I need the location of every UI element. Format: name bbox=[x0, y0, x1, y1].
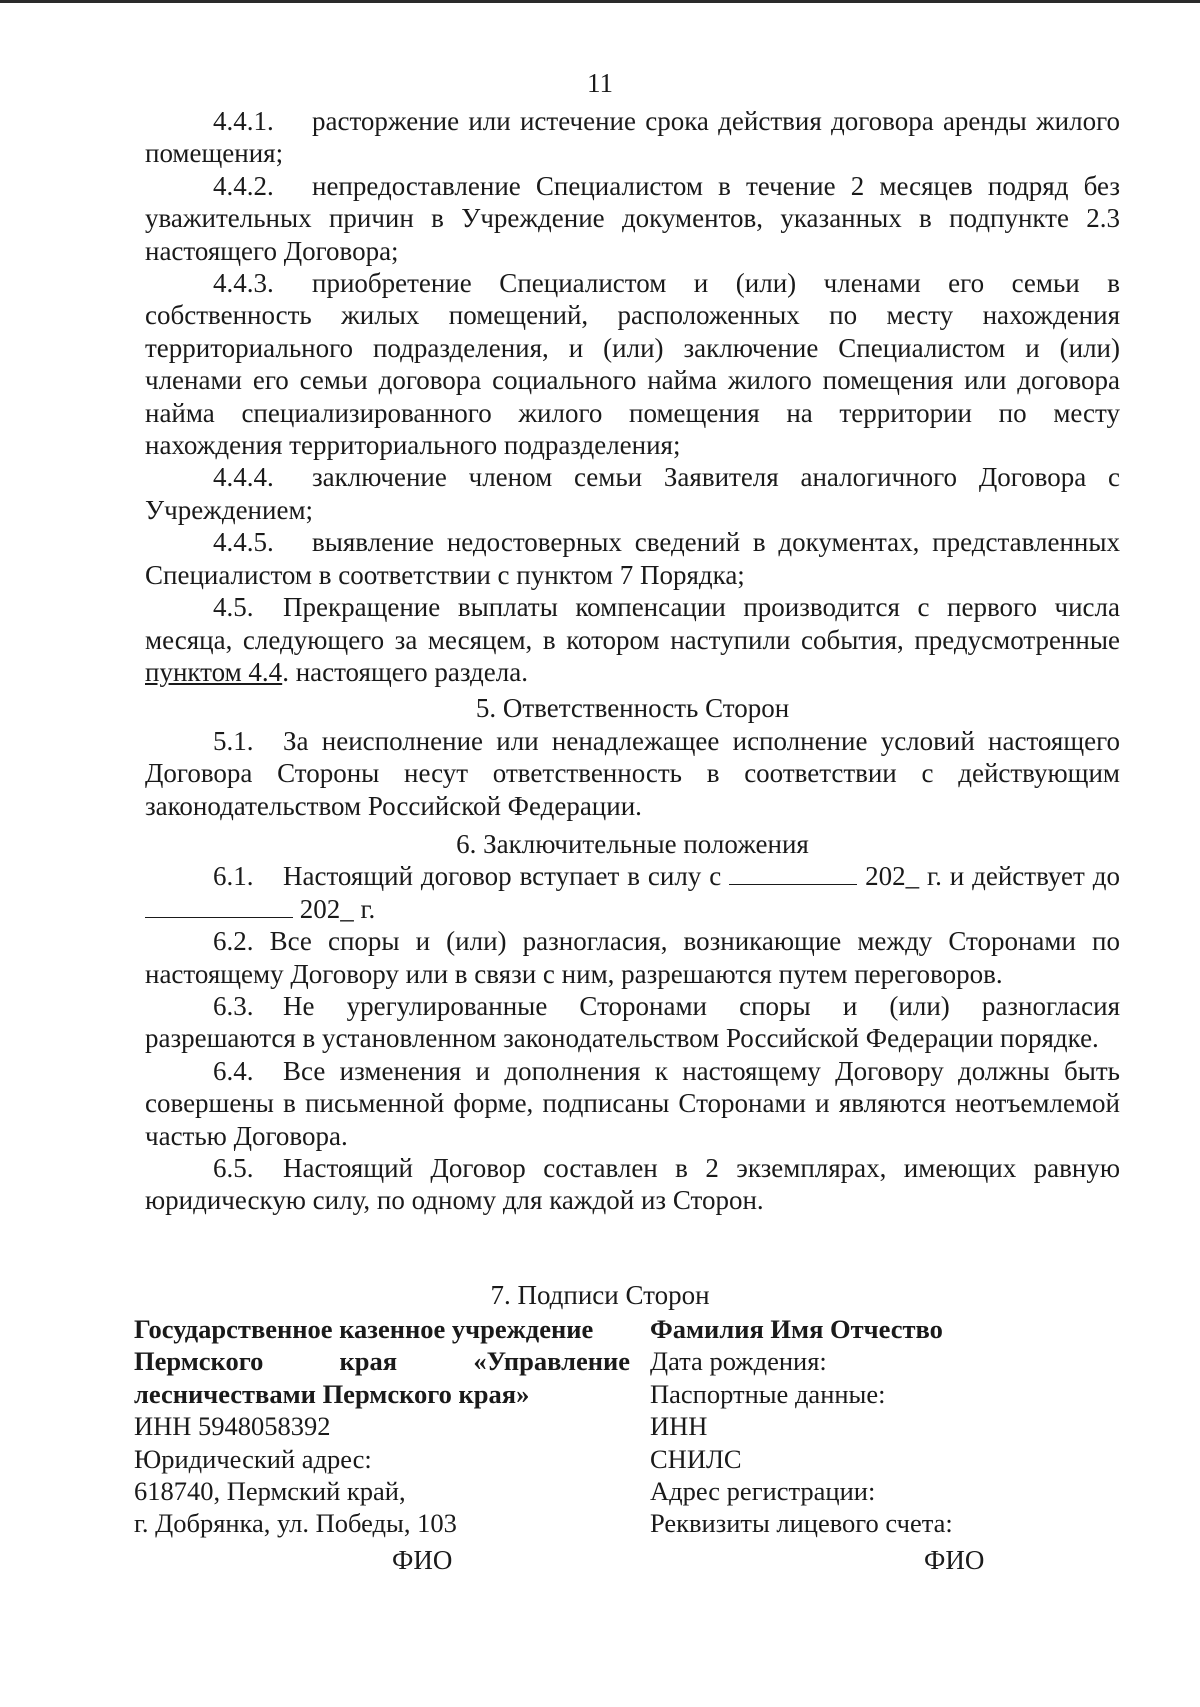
institution-inn: ИНН 5948058392 bbox=[134, 1411, 331, 1442]
institution-name-line-2: Пермского края «Управление bbox=[134, 1346, 630, 1377]
end-date-blank bbox=[145, 895, 293, 918]
snils-label: СНИЛС bbox=[650, 1443, 742, 1474]
clause-6-3: 6.3. Не урегулированные Сторонами споры и (или) разногласия разрешаются в установленном законодательством Российской Федерации порядке. bbox=[145, 990, 1120, 1054]
document-body bbox=[145, 105, 1120, 1217]
clause-4-4-5: 4.4.5. выявление недостоверных сведений в документах, представленных Специалистом в соответствии с пунктом 7 Порядка; bbox=[145, 527, 1120, 590]
clause-4-4-4: 4.4.4. заключение членом семьи Заявителя аналогичного Договора с Учреждением; bbox=[145, 462, 1120, 525]
clause-4-5: 4.5. Прекращение выплаты компенсации производится с первого числа месяца, следующего за месяцем, в котором наступили события, предусмотренные пунктом 4.4. настоящего раздела. bbox=[145, 592, 1120, 687]
account-details-label: Реквизиты лицевого счета: bbox=[650, 1508, 953, 1539]
clause-6-2: 6.2. Все споры и (или) разногласия, возникающие между Сторонами по настоящему Договору или в связи с ним, разрешаются путем переговоров. bbox=[145, 926, 1120, 989]
birth-date-label: Дата рождения: bbox=[650, 1346, 827, 1377]
passport-label: Паспортные данные: bbox=[650, 1378, 886, 1409]
clause-4-4-3: 4.4.3. приобретение Специалистом и (или) членами его семьи в собственность жилых помещений, расположенных по месту нахождения территориального подразделения, и (или) заключение Специалистом и (или) членами его семьи договора социального найма жилого помещения или договора найма специализированного жилого помещения на территории по месту нахождения территориального подразделения; bbox=[145, 268, 1120, 461]
institution-signatory-fio: ФИО bbox=[392, 1545, 453, 1575]
specialist-signatory-fio: ФИО bbox=[924, 1545, 985, 1575]
clause-6-1: 6.1. Настоящий договор вступает в силу с 202_ г. и действует до 202_ г. bbox=[145, 860, 1120, 925]
registration-address-label: Адрес регистрации: bbox=[650, 1476, 876, 1507]
scan-edge-line bbox=[0, 0, 1200, 3]
specialist-inn-label: ИНН bbox=[650, 1411, 708, 1442]
specialist-signature-block bbox=[650, 1313, 1110, 1540]
section-7-heading: 7. Подписи Сторон bbox=[490, 1280, 710, 1310]
legal-address-line-2: г. Добрянка, ул. Победы, 103 bbox=[134, 1508, 457, 1539]
clause-5-1: 5.1. За неисполнение или ненадлежащее исполнение условий настоящего Договора Стороны несут ответственность в соответствии с действующим законодательством Российской Федерации. bbox=[145, 725, 1120, 821]
legal-address-label: Юридический адрес: bbox=[134, 1443, 372, 1474]
page-number: 11 bbox=[587, 68, 613, 98]
institution-name-line-1: Государственное казенное учреждение bbox=[134, 1314, 594, 1344]
section-6-heading: 6. Заключительные положения bbox=[456, 828, 809, 859]
start-date-blank bbox=[729, 862, 857, 885]
institution-signature-block bbox=[134, 1313, 630, 1540]
section-5-heading: 5. Ответственность Сторон bbox=[475, 693, 790, 724]
legal-address-line-1: 618740, Пермский край, bbox=[134, 1476, 406, 1507]
clause-6-5: 6.5. Настоящий Договор составлен в 2 экземплярах, имеющих равную юридическую силу, по одному для каждой из Сторон. bbox=[145, 1153, 1120, 1216]
institution-name-line-3: лесничествами Пермского края» bbox=[134, 1378, 530, 1409]
clause-4-4-1: 4.4.1. расторжение или истечение срока действия договора аренды жилого помещения; bbox=[145, 106, 1120, 169]
clause-6-4: 6.4. Все изменения и дополнения к настоящему Договору должны быть совершены в письменной форме, подписаны Сторонами и являются неотъемлемой частью Договора. bbox=[145, 1055, 1120, 1151]
specialist-full-name: Фамилия Имя Отчество bbox=[650, 1314, 943, 1344]
clause-4-4-2: 4.4.2. непредоставление Специалистом в течение 2 месяцев подряд без уважительных причин в Учреждение документов, указанных в подпункте 2.3 настоящего Договора; bbox=[145, 170, 1120, 266]
clause-reference-link[interactable]: пунктом 4.4 bbox=[145, 656, 283, 687]
